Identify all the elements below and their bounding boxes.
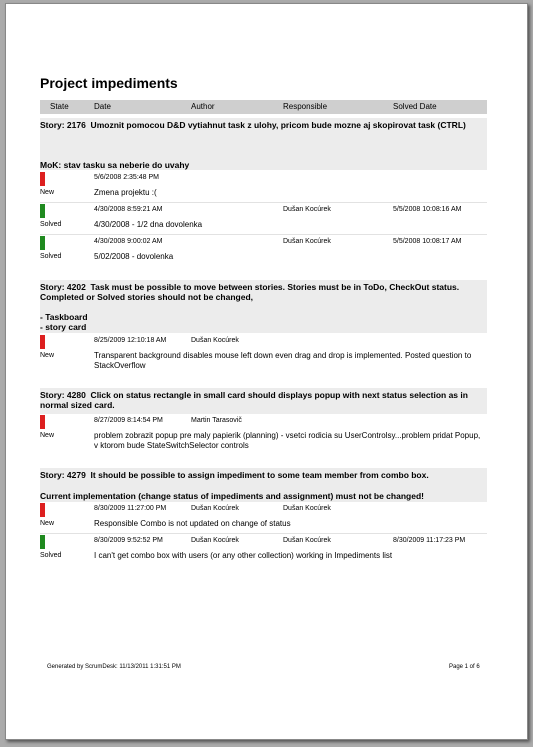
imp-date: 8/25/2009 12:10:18 AM bbox=[94, 337, 167, 344]
imp-state: Solved bbox=[40, 221, 62, 228]
story-header bbox=[40, 118, 487, 170]
imp-responsible: Dušan Kocúrek bbox=[283, 505, 331, 512]
imp-state: New bbox=[40, 520, 55, 527]
story-heading: Story: 4279 It should be possible to assign impediment to some team member from combo box. bbox=[40, 470, 429, 480]
status-indicator[interactable] bbox=[40, 503, 45, 517]
story-sub: MoK: stav tasku sa neberie do uvahy bbox=[40, 160, 190, 170]
story-header bbox=[40, 388, 487, 414]
col-state: State bbox=[50, 102, 69, 111]
divider bbox=[40, 234, 487, 235]
imp-solved: 8/30/2009 11:17:23 PM bbox=[393, 537, 466, 544]
story-header bbox=[40, 468, 487, 502]
imp-solved: 5/5/2008 10:08:16 AM bbox=[393, 206, 462, 213]
imp-responsible: Dušan Kocúrek bbox=[283, 537, 331, 544]
imp-state: Solved bbox=[40, 253, 62, 260]
divider bbox=[40, 202, 487, 203]
footer-page: Page 1 of 6 bbox=[449, 664, 480, 670]
imp-responsible: Dušan Kocúrek bbox=[283, 238, 331, 245]
story-heading: Story: 4280 Click on status rectangle in small card should displays popup with next status selection as in normal sized card. bbox=[40, 390, 471, 410]
imp-solved: 5/5/2008 10:08:17 AM bbox=[393, 238, 462, 245]
footer-generated: Generated by ScrumDesk: 11/13/2011 1:31:51 PM bbox=[47, 664, 181, 670]
story-heading: Story: 4202 Task must be possible to move between stories. Stories must be in ToDo, CheckOut status. Completed or Solved stories should not be changed, - Taskboard - story card bbox=[40, 282, 460, 332]
imp-desc: Responsible Combo is not updated on change of status bbox=[94, 519, 291, 528]
imp-date: 8/30/2009 9:52:52 PM bbox=[94, 537, 163, 544]
imp-desc: I can't get combo box with users (or any other collection) working in Impediments list bbox=[94, 551, 393, 560]
imp-date: 4/30/2008 8:59:21 AM bbox=[94, 206, 163, 213]
col-responsible: Responsible bbox=[283, 102, 328, 111]
imp-responsible: Dušan Kocúrek bbox=[283, 206, 331, 213]
status-indicator[interactable] bbox=[40, 236, 45, 250]
report-title: Project impediments bbox=[40, 75, 178, 91]
report-page bbox=[5, 3, 528, 740]
imp-desc: 4/30/2008 - 1/2 dna dovolenka bbox=[94, 220, 203, 229]
imp-desc: Transparent background disables mouse left down even drag and drop is implemented. Posted question to StackOverflow bbox=[94, 351, 472, 370]
status-indicator[interactable] bbox=[40, 335, 45, 349]
imp-date: 8/30/2009 11:27:00 PM bbox=[94, 505, 167, 512]
col-author: Author bbox=[191, 102, 215, 111]
status-indicator[interactable] bbox=[40, 204, 45, 218]
status-indicator[interactable] bbox=[40, 172, 45, 186]
column-header-bar bbox=[40, 100, 487, 114]
imp-desc: problem zobrazit popup pre maly papierik (planning) - vsetci rodicia su UserControlsy...problem pridat Popup, v ktorom bude StateSwitchSelector controls bbox=[94, 431, 481, 450]
status-indicator[interactable] bbox=[40, 535, 45, 549]
imp-state: New bbox=[40, 352, 55, 359]
story-header bbox=[40, 280, 487, 333]
divider bbox=[40, 533, 487, 534]
imp-author: Dušan Kocúrek bbox=[191, 537, 239, 544]
imp-author: Martin Tarasovič bbox=[191, 417, 242, 424]
imp-desc: Zmena projektu :( bbox=[94, 188, 157, 197]
col-date: Date bbox=[94, 102, 111, 111]
col-solved: Solved Date bbox=[393, 102, 437, 111]
imp-state: New bbox=[40, 189, 55, 196]
story-sub: Current implementation (change status of impediments and assignment) must not be changed! bbox=[40, 491, 424, 501]
status-indicator[interactable] bbox=[40, 415, 45, 429]
story-heading: Story: 2176 Umoznit pomocou D&D vytiahnut task z ulohy, pricom bude mozne aj skopirovat task (CTRL) bbox=[40, 120, 466, 130]
imp-desc: 5/02/2008 - dovolenka bbox=[94, 252, 174, 261]
imp-date: 8/27/2009 8:14:54 PM bbox=[94, 417, 163, 424]
imp-state: New bbox=[40, 432, 55, 439]
imp-date: 4/30/2008 9:00:02 AM bbox=[94, 238, 163, 245]
imp-state: Solved bbox=[40, 552, 62, 559]
imp-author: Dušan Kocúrek bbox=[191, 337, 239, 344]
imp-date: 5/6/2008 2:35:48 PM bbox=[94, 174, 159, 181]
imp-author: Dušan Kocúrek bbox=[191, 505, 239, 512]
